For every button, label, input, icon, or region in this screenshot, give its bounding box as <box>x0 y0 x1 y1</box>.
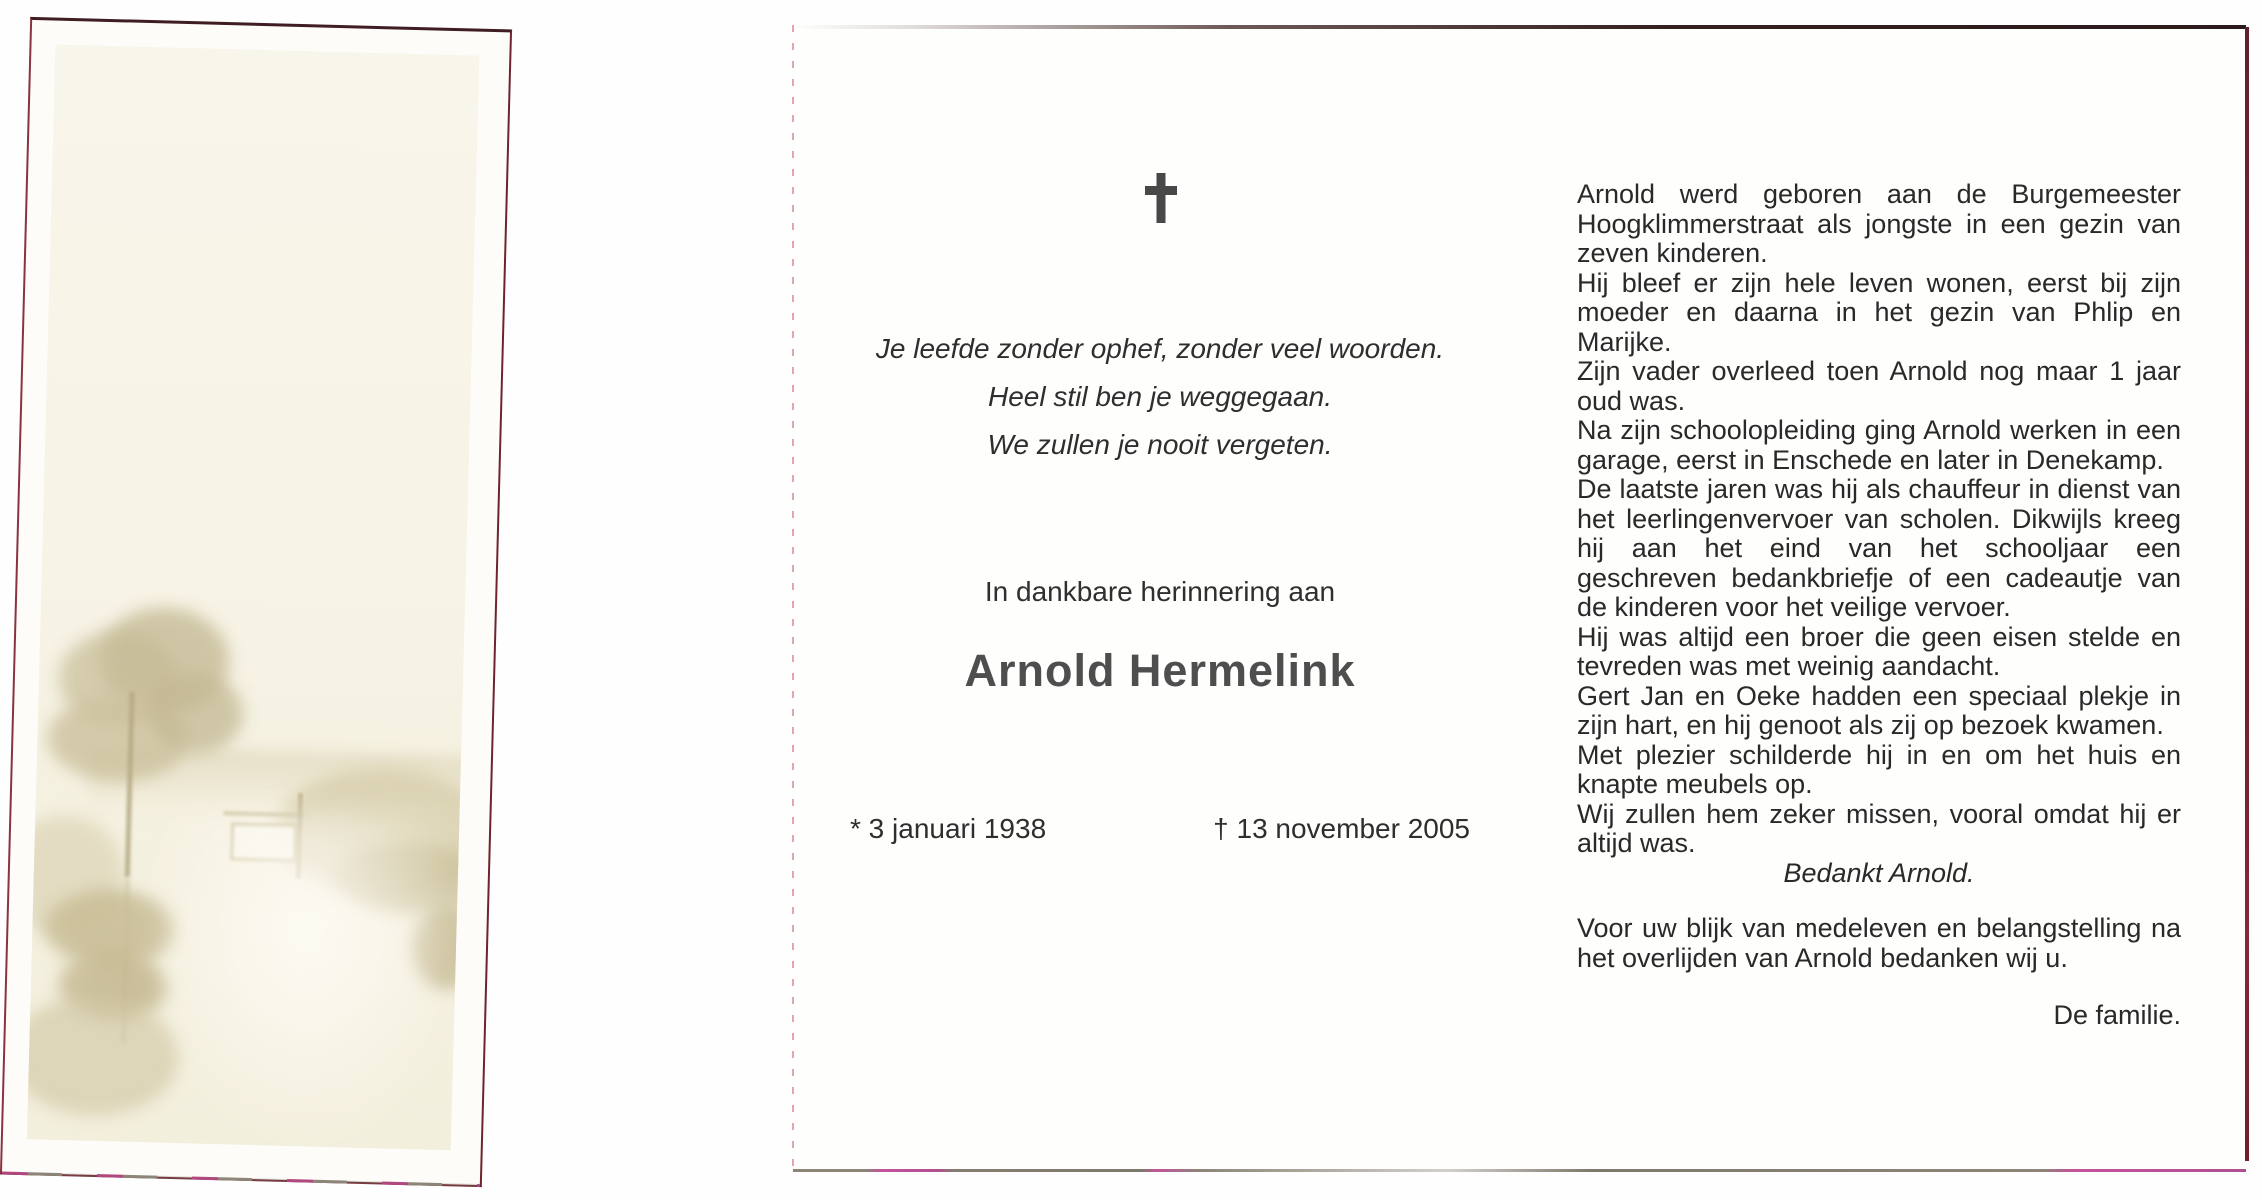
bio-paragraph: Gert Jan en Oeke hadden een speciaal plekje in zijn hart, en hij genoot als zij op bezoek kwamen. <box>1577 680 2181 740</box>
bio-paragraph: Met plezier schilderde hij in en om het huis en knapte meubels op. <box>1577 739 2181 799</box>
poem <box>843 325 1477 469</box>
bio-paragraph: Zijn vader overleed toen Arnold nog maar 1 jaar oud was. <box>1577 356 2181 416</box>
landscape-photo <box>27 45 480 1151</box>
cross-icon <box>1145 173 1177 223</box>
text-panel <box>793 25 2246 1170</box>
bio-paragraph: Na zijn schoolopleiding ging Arnold werken in een garage, eerst in Enschede en later in Denekamp. <box>1577 415 2181 475</box>
poem-line: Heel stil ben je weggegaan. <box>987 381 1332 412</box>
poem-line: Je leefde zonder ophef, zonder veel woorden. <box>875 333 1445 364</box>
photo-card <box>0 17 512 1187</box>
panel-top-border <box>793 25 2246 29</box>
panel-right-border <box>2245 27 2249 1161</box>
memorial-intro: In dankbare herinnering aan <box>984 576 1336 607</box>
poem-line: We zullen je nooit vergeten. <box>987 429 1333 460</box>
bio-paragraph: De laatste jaren was hij als chauffeur in dienst van het leerlingenvervoer van scholen. Dikwijls kreeg hij aan het eind van het schooljaar een geschreven bedankbriefje of een cadeautje van de kinderen voor het veilige vervoer. <box>1577 474 2181 622</box>
thanks-line: Bedankt Arnold. <box>1783 857 1975 888</box>
bio-paragraphs <box>1577 180 2181 859</box>
life-dates <box>850 813 1470 845</box>
panel-left-border <box>792 25 794 1170</box>
bio-paragraph: Hij bleef er zijn hele leven wonen, eerst bij zijn moeder en daarna in het gezin van Phlip en Marijke. <box>1577 267 2181 357</box>
stream-water <box>137 807 446 1150</box>
scan-edge-artifact <box>2 1172 480 1188</box>
birth-date: * 3 januari 1938 <box>850 813 1047 844</box>
bio-paragraph: Hij was altijd een broer die geen eisen stelde en tevreden was met weinig aandacht. <box>1577 621 2181 681</box>
panel-bottom-border <box>793 1169 2246 1172</box>
bio-paragraph: Wij zullen hem zeker missen, vooral omdat hij er altijd was. <box>1577 798 2181 858</box>
family-signature: De familie. <box>2053 1000 2181 1030</box>
biography <box>1577 180 2181 1031</box>
deceased-name: Arnold Hermelink <box>964 645 1356 696</box>
acknowledgement: Voor uw blijk van medeleven en belangstelling na het overlijden van Arnold bedanken wij u. <box>1577 913 2181 973</box>
death-date: † 13 november 2005 <box>1213 813 1470 844</box>
bio-paragraph: Arnold werd geboren aan de Burgemeester Hoogklimmerstraat als jongste in een gezin van zeven kinderen. <box>1577 179 2181 268</box>
